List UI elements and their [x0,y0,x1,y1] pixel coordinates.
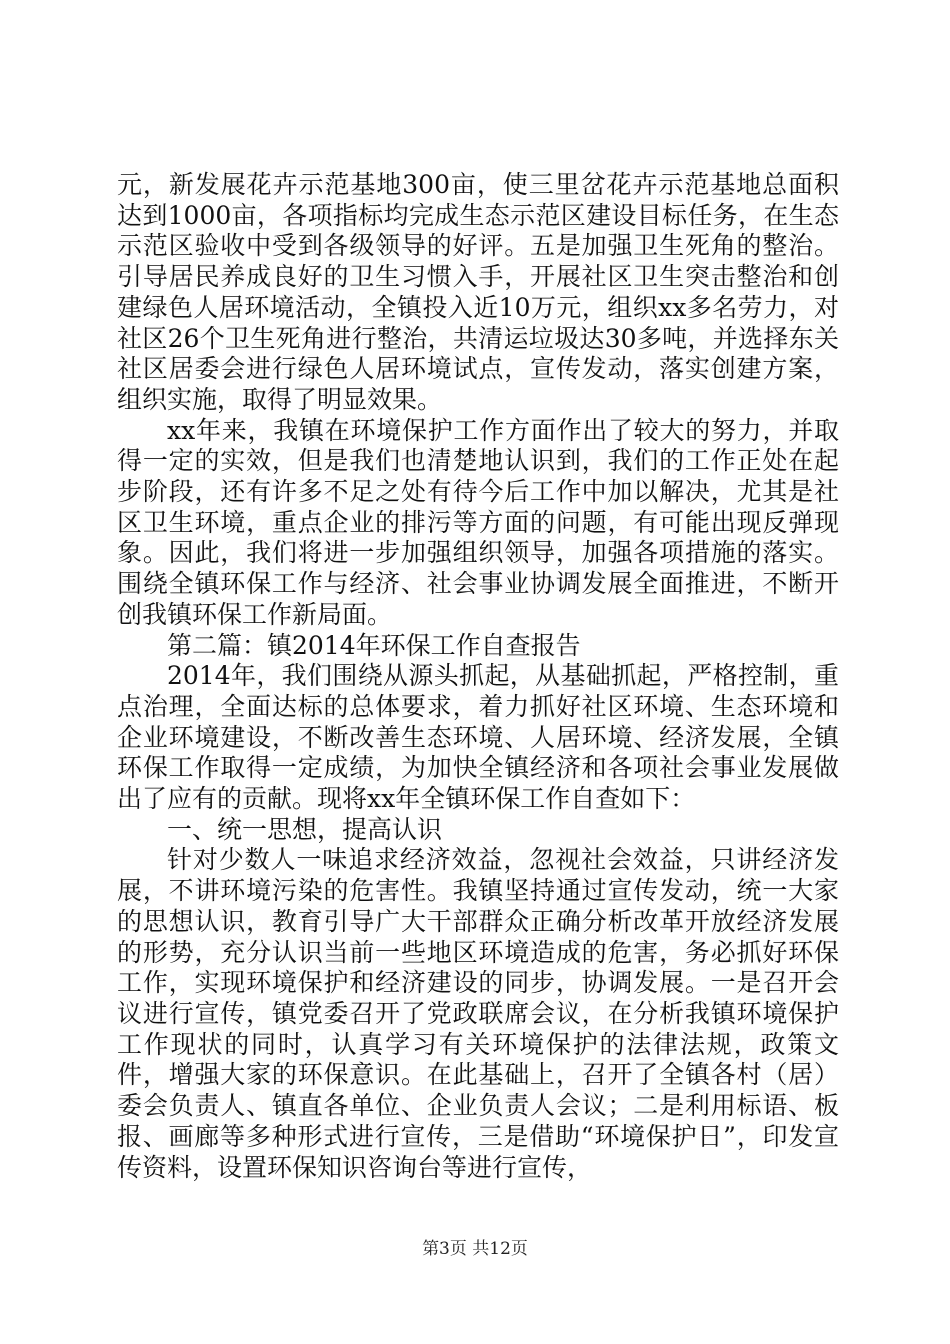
paragraph-intro: 2014年，我们围绕从源头抓起，从基础抓起，严格控制，重点治理，全面达标的总体要求，着力抓好社区环境、生态环境和企业环境建设，不断改善生态环境、人居环境、经济发展，全镇环保工作取得一定成绩，为加快全镇经济和各项社会事业发展做出了应有的贡献。现将xx年全镇环保工作自查如下： [117,661,839,814]
document-body [117,170,839,1183]
paragraph-detail: 针对少数人一味追求经济效益，忽视社会效益，只讲经济发展，不讲环境污染的危害性。我镇坚持通过宣传发动，统一大家的思想认识，教育引导广大干部群众正确分析改革开放经济发展的形势，充分认识当前一些地区环境造成的危害，务必抓好环保工作，实现环境保护和经济建设的同步，协调发展。一是召开会议进行宣传，镇党委召开了党政联席会议，在分析我镇环境保护工作现状的同时，认真学习有关环境保护的法律法规，政策文件，增强大家的环保意识。在此基础上，召开了全镇各村（居）委会负责人、镇直各单位、企业负责人会议；二是利用标语、板报、画廊等多种形式进行宣传，三是借助“环境保护日”，印发宣传资料，设置环保知识咨询台等进行宣传， [117,845,839,1182]
page-number-footer: 第3页 共12页 [422,1239,528,1259]
subsection-heading: 一、统一思想，提高认识 [167,814,443,844]
paragraph-continuation: 元，新发展花卉示范基地300亩，使三里岔花卉示范基地总面积达到1000亩，各项指标均完成生态示范区建设目标任务，在生态示范区验收中受到各级领导的好评。五是加强卫生死角的整治。引导居民养成良好的卫生习惯入手，开展社区卫生突击整治和创建绿色人居环境活动，全镇投入近10万元，组织xx多名劳力，对社区26个卫生死角进行整治，共清运垃圾达30多吨，并选择东关社区居委会进行绿色人居环境试点，宣传发动，落实创建方案，组织实施，取得了明显效果。 [117,170,839,414]
section-heading: 第二篇：镇2014年环保工作自查报告 [167,630,581,660]
paragraph-summary: xx年来，我镇在环境保护工作方面作出了较大的努力，并取得一定的实效，但是我们也清楚地认识到，我们的工作正处在起步阶段，还有许多不足之处有待今后工作中加以解决，尤其是社区卫生环境，重点企业的排污等方面的问题，有可能出现反弹现象。因此，我们将进一步加强组织领导，加强各项措施的落实。围绕全镇环保工作与经济、社会事业协调发展全面推进，不断开创我镇环保工作新局面。 [117,415,839,629]
